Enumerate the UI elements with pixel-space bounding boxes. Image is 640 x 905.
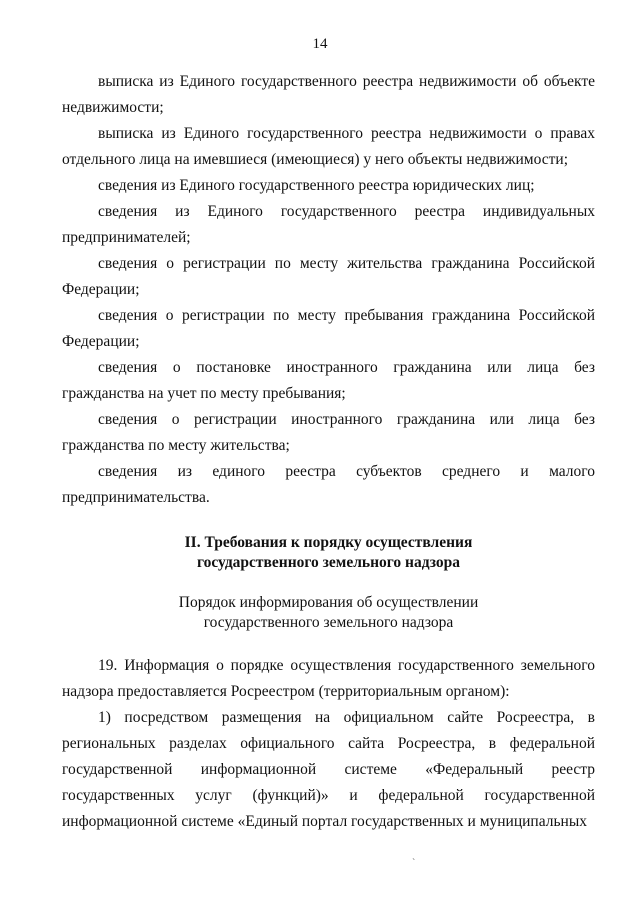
section-heading-line: государственного земельного надзора (196, 554, 461, 571)
list-item: сведения из единого реестра субъектов среднего и малого предпринимательства. (62, 463, 595, 506)
list-item: сведения из Единого государственного реестра индивидуальных предпринимателей; (62, 203, 595, 246)
paragraph-19: 19. Информация о порядке осуществления государственного земельного надзора предоставляется Росреестром (территориальным органом): (62, 657, 595, 700)
section-heading-line: II. Требования к порядку осуществления (184, 534, 473, 551)
list-item: выписка из Единого государственного реестра недвижимости о правах отдельного лица на имевшиеся (имеющиеся) у него объекты недвижимости; (62, 125, 595, 168)
list-item: сведения о постановке иностранного гражданина или лица без гражданства на учет по месту пребывания; (62, 359, 595, 402)
section-heading (62, 533, 595, 573)
list-item: сведения о регистрации по месту пребывания гражданина Российской Федерации; (62, 307, 595, 350)
subsection-heading-line: государственного земельного надзора (203, 614, 454, 631)
list-item: выписка из Единого государственного реестра недвижимости об объекте недвижимости; (62, 73, 595, 116)
subsection-heading-line: Порядок информирования об осуществлении (178, 594, 479, 611)
list-item: сведения о регистрации по месту жительства гражданина Российской Федерации; (62, 255, 595, 298)
paragraph-19-item-1: 1) посредством размещения на официальном сайте Росреестра, в региональных разделах официального сайта Росреестра, в федеральной государственной информационной системе «Федеральный реестр государственных услуг (функций)» и федеральной государственной информационной системе «Единый портал государственных и муниципальных (62, 709, 595, 830)
scan-mark: ` (412, 858, 416, 869)
list-item: сведения о регистрации иностранного гражданина или лица без гражданства по месту жительства; (62, 411, 595, 454)
page-number: 14 (312, 36, 328, 52)
subsection-heading (62, 593, 595, 633)
document-body (62, 69, 595, 835)
list-item: сведения из Единого государственного реестра юридических лиц; (98, 177, 535, 194)
